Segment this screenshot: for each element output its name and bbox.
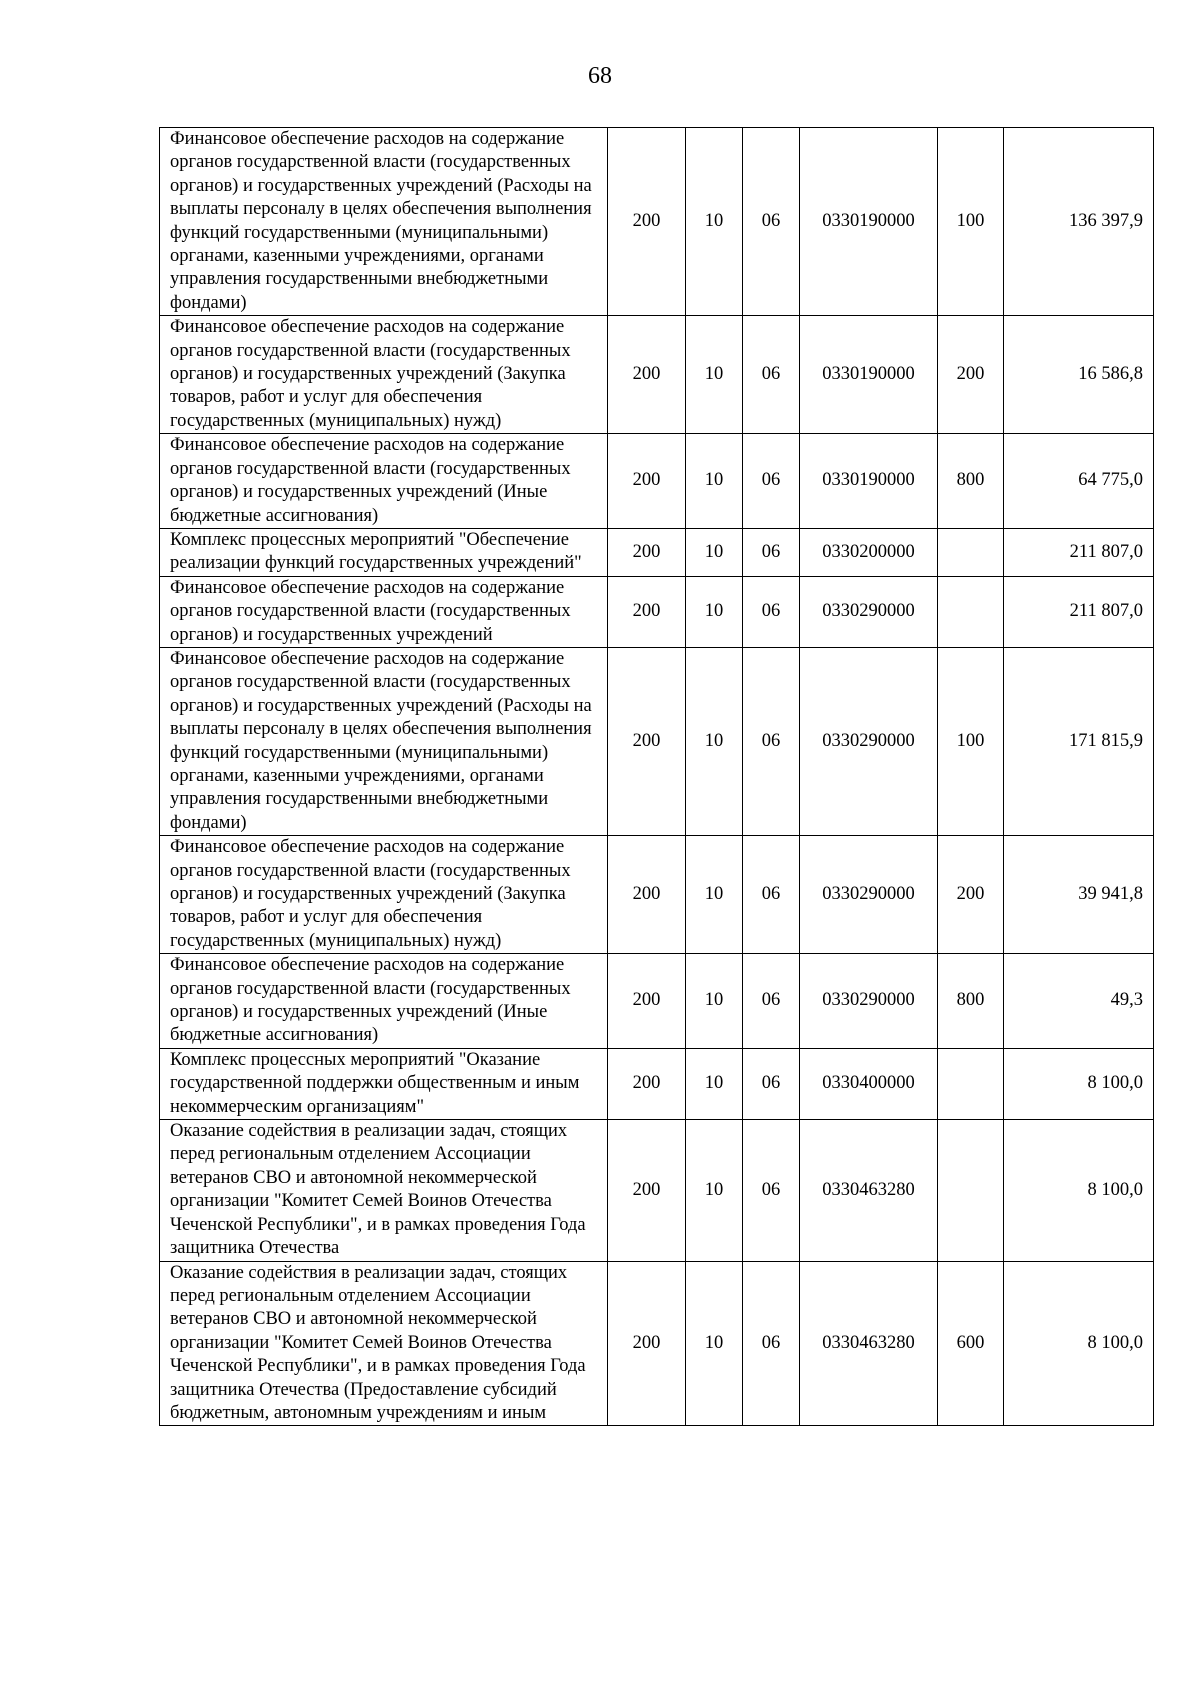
row-vr [938, 1120, 1004, 1261]
row-pr: 06 [743, 576, 800, 647]
row-description: Финансовое обеспечение расходов на содержание органов государственной власти (государственных органов) и государственных учреждений (Иные бюджетные ассигнования) [160, 434, 608, 529]
table-row [160, 434, 1154, 529]
row-rz: 10 [686, 836, 743, 954]
row-csr: 0330290000 [800, 647, 938, 835]
row-gr: 200 [608, 954, 686, 1049]
budget-table-body [160, 128, 1154, 1426]
row-rz: 10 [686, 316, 743, 434]
row-gr: 200 [608, 576, 686, 647]
row-rz: 10 [686, 1048, 743, 1119]
row-description: Финансовое обеспечение расходов на содержание органов государственной власти (государственных органов) и государственных учреждений (Закупка товаров, работ и услуг для обеспечения государственных (муниципальных) нужд) [160, 836, 608, 954]
row-gr: 200 [608, 836, 686, 954]
row-pr: 06 [743, 1261, 800, 1426]
row-rz: 10 [686, 1261, 743, 1426]
row-sum: 171 815,9 [1004, 647, 1154, 835]
row-csr: 0330200000 [800, 528, 938, 576]
row-csr: 0330190000 [800, 128, 938, 316]
row-vr [938, 528, 1004, 576]
row-sum: 39 941,8 [1004, 836, 1154, 954]
row-rz: 10 [686, 528, 743, 576]
row-sum: 16 586,8 [1004, 316, 1154, 434]
row-sum: 8 100,0 [1004, 1048, 1154, 1119]
row-pr: 06 [743, 316, 800, 434]
row-description: Финансовое обеспечение расходов на содержание органов государственной власти (государственных органов) и государственных учреждений (Иные бюджетные ассигнования) [160, 954, 608, 1049]
row-sum: 64 775,0 [1004, 434, 1154, 529]
row-description: Комплекс процессных мероприятий "Оказание государственной поддержки общественным и иным некоммерческим организациям" [160, 1048, 608, 1119]
row-gr: 200 [608, 647, 686, 835]
budget-table [159, 127, 1154, 1426]
row-pr: 06 [743, 647, 800, 835]
table-row [160, 1120, 1154, 1261]
row-description: Комплекс процессных мероприятий "Обеспечение реализации функций государственных учреждений" [160, 528, 608, 576]
row-csr: 0330190000 [800, 316, 938, 434]
table-row [160, 528, 1154, 576]
row-csr: 0330290000 [800, 954, 938, 1049]
row-rz: 10 [686, 1120, 743, 1261]
row-rz: 10 [686, 647, 743, 835]
row-rz: 10 [686, 576, 743, 647]
row-gr: 200 [608, 1048, 686, 1119]
row-pr: 06 [743, 1048, 800, 1119]
row-sum: 49,3 [1004, 954, 1154, 1049]
row-gr: 200 [608, 316, 686, 434]
table-row [160, 316, 1154, 434]
table-row [160, 1261, 1154, 1426]
row-rz: 10 [686, 954, 743, 1049]
row-description: Оказание содействия в реализации задач, стоящих перед региональным отделением Ассоциации ветеранов СВО и автономной некоммерческой организации "Комитет Семей Воинов Отечества Чеченской Республики", и в рамках проведения Года защитника Отечества [160, 1120, 608, 1261]
table-row [160, 954, 1154, 1049]
row-gr: 200 [608, 1120, 686, 1261]
row-description: Финансовое обеспечение расходов на содержание органов государственной власти (государственных органов) и государственных учреждений (Закупка товаров, работ и услуг для обеспечения государственных (муниципальных) нужд) [160, 316, 608, 434]
row-pr: 06 [743, 836, 800, 954]
table-row [160, 576, 1154, 647]
row-csr: 0330463280 [800, 1120, 938, 1261]
row-vr: 100 [938, 647, 1004, 835]
table-row [160, 1048, 1154, 1119]
row-vr [938, 576, 1004, 647]
row-sum: 8 100,0 [1004, 1261, 1154, 1426]
row-csr: 0330290000 [800, 576, 938, 647]
page-number: 68 [588, 63, 612, 89]
row-vr: 600 [938, 1261, 1004, 1426]
row-description: Финансовое обеспечение расходов на содержание органов государственной власти (государственных органов) и государственных учреждений (Расходы на выплаты персоналу в целях обеспечения выполнения функций государственными (муниципальными) органами, казенными учреждениями, органами управления государственными внебюджетными фондами) [160, 647, 608, 835]
row-pr: 06 [743, 1120, 800, 1261]
row-csr: 0330463280 [800, 1261, 938, 1426]
row-sum: 8 100,0 [1004, 1120, 1154, 1261]
row-pr: 06 [743, 434, 800, 529]
row-description: Финансовое обеспечение расходов на содержание органов государственной власти (государственных органов) и государственных учреждений [160, 576, 608, 647]
row-vr [938, 1048, 1004, 1119]
row-pr: 06 [743, 954, 800, 1049]
row-sum: 136 397,9 [1004, 128, 1154, 316]
row-gr: 200 [608, 528, 686, 576]
row-sum: 211 807,0 [1004, 528, 1154, 576]
row-description: Оказание содействия в реализации задач, стоящих перед региональным отделением Ассоциации ветеранов СВО и автономной некоммерческой организации "Комитет Семей Воинов Отечества Чеченской Республики", и в рамках проведения Года защитника Отечества (Предоставление субсидий бюджетным, автономным учреждениям и иным [160, 1261, 608, 1426]
row-csr: 0330400000 [800, 1048, 938, 1119]
row-description: Финансовое обеспечение расходов на содержание органов государственной власти (государственных органов) и государственных учреждений (Расходы на выплаты персоналу в целях обеспечения выполнения функций государственными (муниципальными) органами, казенными учреждениями, органами управления государственными внебюджетными фондами) [160, 128, 608, 316]
row-sum: 211 807,0 [1004, 576, 1154, 647]
table-row [160, 647, 1154, 835]
row-gr: 200 [608, 1261, 686, 1426]
row-vr: 100 [938, 128, 1004, 316]
row-gr: 200 [608, 128, 686, 316]
row-csr: 0330290000 [800, 836, 938, 954]
row-vr: 800 [938, 434, 1004, 529]
row-rz: 10 [686, 128, 743, 316]
table-row [160, 128, 1154, 316]
row-vr: 800 [938, 954, 1004, 1049]
row-vr: 200 [938, 316, 1004, 434]
row-pr: 06 [743, 128, 800, 316]
row-vr: 200 [938, 836, 1004, 954]
row-csr: 0330190000 [800, 434, 938, 529]
row-rz: 10 [686, 434, 743, 529]
row-gr: 200 [608, 434, 686, 529]
row-pr: 06 [743, 528, 800, 576]
table-row [160, 836, 1154, 954]
